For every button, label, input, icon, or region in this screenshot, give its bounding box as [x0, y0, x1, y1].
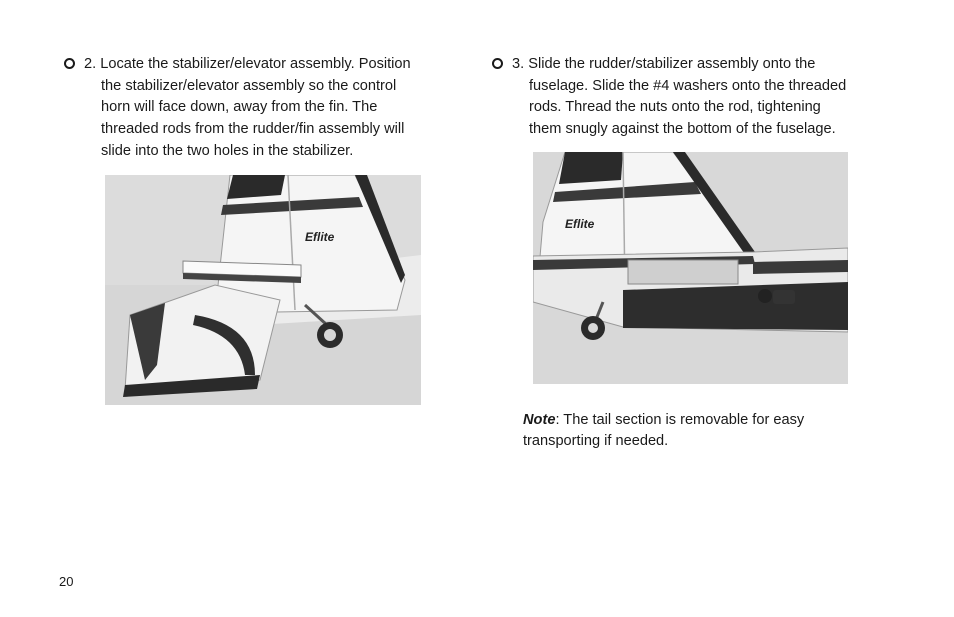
- step-3-first-line: 3. Slide the rudder/stabilizer assembly onto the: [512, 56, 816, 72]
- note: [523, 410, 853, 451]
- photo-tail-installed: [533, 152, 848, 384]
- note-text-2: transporting if needed.: [523, 432, 669, 449]
- step-3: [492, 54, 872, 141]
- checkbox-circle-icon[interactable]: [64, 58, 75, 69]
- step-2-line: horn will face down, away from the fin. The: [101, 99, 378, 116]
- step-2-first-line: 2. Locate the stabilizer/elevator assembly. Position: [84, 56, 411, 72]
- step-3-line: fuselage. Slide the #4 washers onto the threaded: [529, 77, 847, 94]
- step-3-line: them snugly against the bottom of the fuselage.: [529, 121, 836, 138]
- step-2-line: slide into the two holes in the stabilizer.: [101, 142, 354, 159]
- eflite-logo: Eflite: [305, 230, 335, 244]
- note-text: : The tail section is removable for easy: [555, 412, 805, 428]
- eflite-logo: Eflite: [565, 217, 595, 231]
- note-label: Note: [523, 412, 556, 428]
- photo-stabilizer-assembly: [105, 175, 421, 405]
- step-2-line: threaded rods from the rudder/fin assembly will: [101, 121, 405, 138]
- page-number: 20: [59, 574, 74, 589]
- checkbox-circle-icon[interactable]: [492, 58, 503, 69]
- step-2-line: the stabilizer/elevator assembly so the control: [101, 77, 397, 94]
- step-3-line: rods. Thread the nuts onto the rod, tightening: [529, 99, 821, 116]
- step-2: [64, 54, 434, 163]
